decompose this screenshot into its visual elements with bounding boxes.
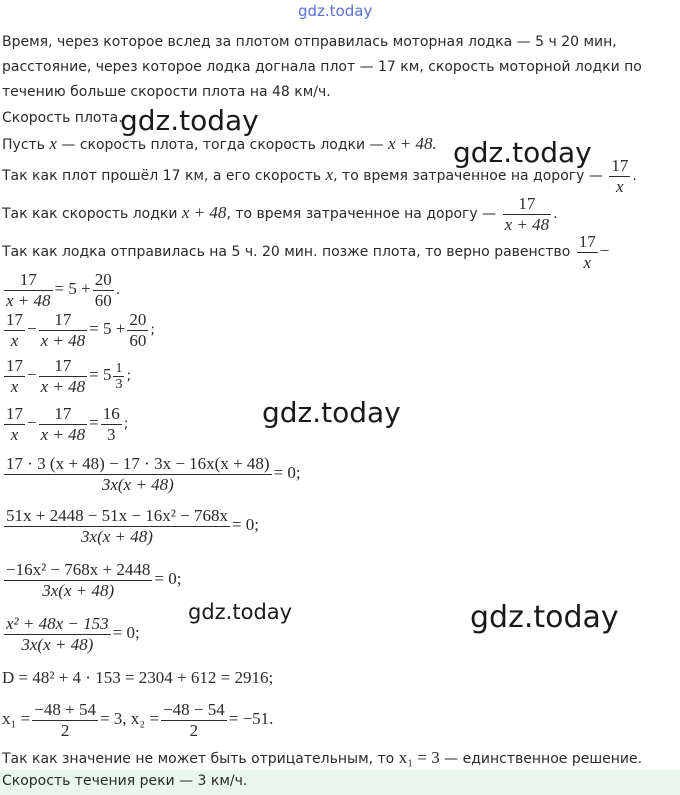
fraction-20-over-60: $\frac{20}{60}$: [94, 269, 112, 310]
fraction-big-4: $\frac{\text{x² + 48x − 153}}{3x(x + 48)}$: [6, 613, 109, 654]
equation-4: $\frac{17}{x}$ − $\frac{17}{x + 48}$ = $\frac{16}{3}$ ;: [6, 403, 129, 444]
text: , то время затраченное на дорогу —: [226, 206, 501, 222]
fraction-1-over-3: $\frac{1}{3}$: [115, 360, 123, 392]
text: — единственное решение.: [439, 751, 643, 767]
roots: x₁ = $\frac{-48 + 54}{2}$ = 3, x₂ = $\frac{-48 - 54}{2}$ = −51.: [2, 699, 274, 740]
fraction-17-over-x: $\frac{17}{x}$: [578, 231, 596, 272]
watermark: gdz.today: [453, 136, 592, 169]
text: Так как значение не может быть отрицательным, то: [2, 751, 399, 767]
text: Так как лодка отправилась на 5 ч. 20 мин. позже плота, то верно равенство: [2, 244, 575, 260]
text-line-7: Так как скорость лодки x + 48, то время затраченное на дорогу — $\frac{17}{x + 48}$ .: [2, 193, 558, 234]
fraction-17-over-x: $\frac{17}{x}$: [6, 403, 23, 444]
math-x: x: [325, 165, 334, 184]
equation-7: $\frac{\text{−16x² − 768x + 2448}}{3x(x + 48)}$ = 0;: [6, 559, 182, 600]
text-line-4: Скорость плота.: [2, 110, 123, 126]
fraction-big-3: $\frac{\text{−16x² − 768x + 2448}}{3x(x + 48)}$: [6, 559, 151, 600]
text: Так как плот прошёл 17 км, а его скорость: [2, 168, 326, 184]
fraction-17-over-x48: $\frac{17}{x + 48}$: [504, 193, 550, 234]
fraction-17-over-x48: $\frac{17}{x + 48}$: [40, 403, 86, 444]
text-line-2: расстояние, через которое лодка догнала плот — 17 км, скорость моторной лодки по: [2, 59, 642, 75]
fraction-root-1: $\frac{-48 + 54}{2}$: [34, 699, 96, 740]
watermark: gdz.today: [120, 104, 259, 137]
fraction-17-over-x: $\frac{17}{x}$: [6, 355, 23, 396]
equation-6: $\frac{\text{51x + 2448 − 51x − 16x² − 768x}}{3x(x + 48)}$ = 0;: [6, 505, 260, 546]
discriminant: D = 48² + 4 · 153 = 2304 + 612 = 2916;: [2, 668, 274, 687]
equation-8: $\frac{\text{x² + 48x − 153}}{3x(x + 48)}$ = 0;: [6, 613, 140, 654]
text-line-3: течению больше скорости плота на 48 км/ч.: [2, 84, 331, 100]
fraction-20-over-60: $\frac{20}{60}$: [129, 309, 147, 350]
fraction-17-over-x48: $\frac{17}{x + 48}$: [6, 269, 51, 310]
math-x: x: [49, 134, 57, 153]
equation-2: $\frac{17}{x}$ − $\frac{17}{x + 48}$ = 5 + $\frac{20}{60}$ ;: [6, 309, 156, 350]
fraction-root-2: $\frac{-48 - 54}{2}$: [163, 699, 225, 740]
watermark: gdz.today: [470, 600, 619, 635]
text-line-1: Время, через которое вслед за плотом отправилась моторная лодка — 5 ч 20 мин,: [2, 34, 617, 50]
fraction-17-over-x48: $\frac{17}{x + 48}$: [40, 355, 86, 396]
fraction-big-1: $\frac{17 \cdot 3 (x + 48) - 17 \cdot 3x - 16x(x + 48)}{3x(x + 48)}$: [6, 453, 270, 494]
math-expr: x + 48: [181, 203, 227, 222]
fraction-big-2: $\frac{\text{51x + 2448 − 51x − 16x² − 768x}}{3x(x + 48)}$: [6, 505, 228, 546]
watermark: gdz.today: [262, 396, 401, 429]
watermark: gdz.today: [188, 600, 293, 624]
watermark-top: gdz.today: [298, 2, 373, 20]
fraction-16-over-3: $\frac{16}{3}$: [102, 403, 120, 444]
fraction-17-over-x48: $\frac{17}{x + 48}$: [40, 309, 86, 350]
equation-1: $\frac{17}{x + 48}$ = 5 + $\frac{20}{60}$ .: [6, 269, 121, 310]
text-line-conclusion: Так как значение не может быть отрицательным, то x₁ = 3 — единственное решение.: [2, 748, 643, 767]
fraction-17-over-x: $\frac{17}{x}$: [611, 155, 629, 196]
answer-box: [0, 770, 680, 795]
text-line-6: Так как плот прошёл 17 км, а его скорость x, то время затраченное на дорогу — $\frac{17}{x}$ .: [2, 155, 637, 196]
answer-text: Скорость течения реки — 3 км/ч.: [2, 773, 248, 789]
text: , то время затраченное на дорогу —: [333, 168, 608, 184]
text: — скорость плота, тогда скорость лодки —: [56, 137, 389, 153]
fraction-17-over-x: $\frac{17}{x}$: [6, 309, 23, 350]
math-expr: x + 48.: [388, 134, 437, 153]
text: Пусть: [2, 137, 50, 153]
text: Так как скорость лодки: [2, 206, 182, 222]
equation-5: $\frac{17 \cdot 3 (x + 48) - 17 \cdot 3x - 16x(x + 48)}{3x(x + 48)}$ = 0;: [6, 453, 301, 494]
equation-3: $\frac{17}{x}$ − $\frac{17}{x + 48}$ = 5 $\frac{1}{3}$ ;: [6, 355, 132, 396]
text-line-8: Так как лодка отправилась на 5 ч. 20 мин. позже плота, то верно равенство $\frac{17}{x}$ −: [2, 231, 610, 272]
